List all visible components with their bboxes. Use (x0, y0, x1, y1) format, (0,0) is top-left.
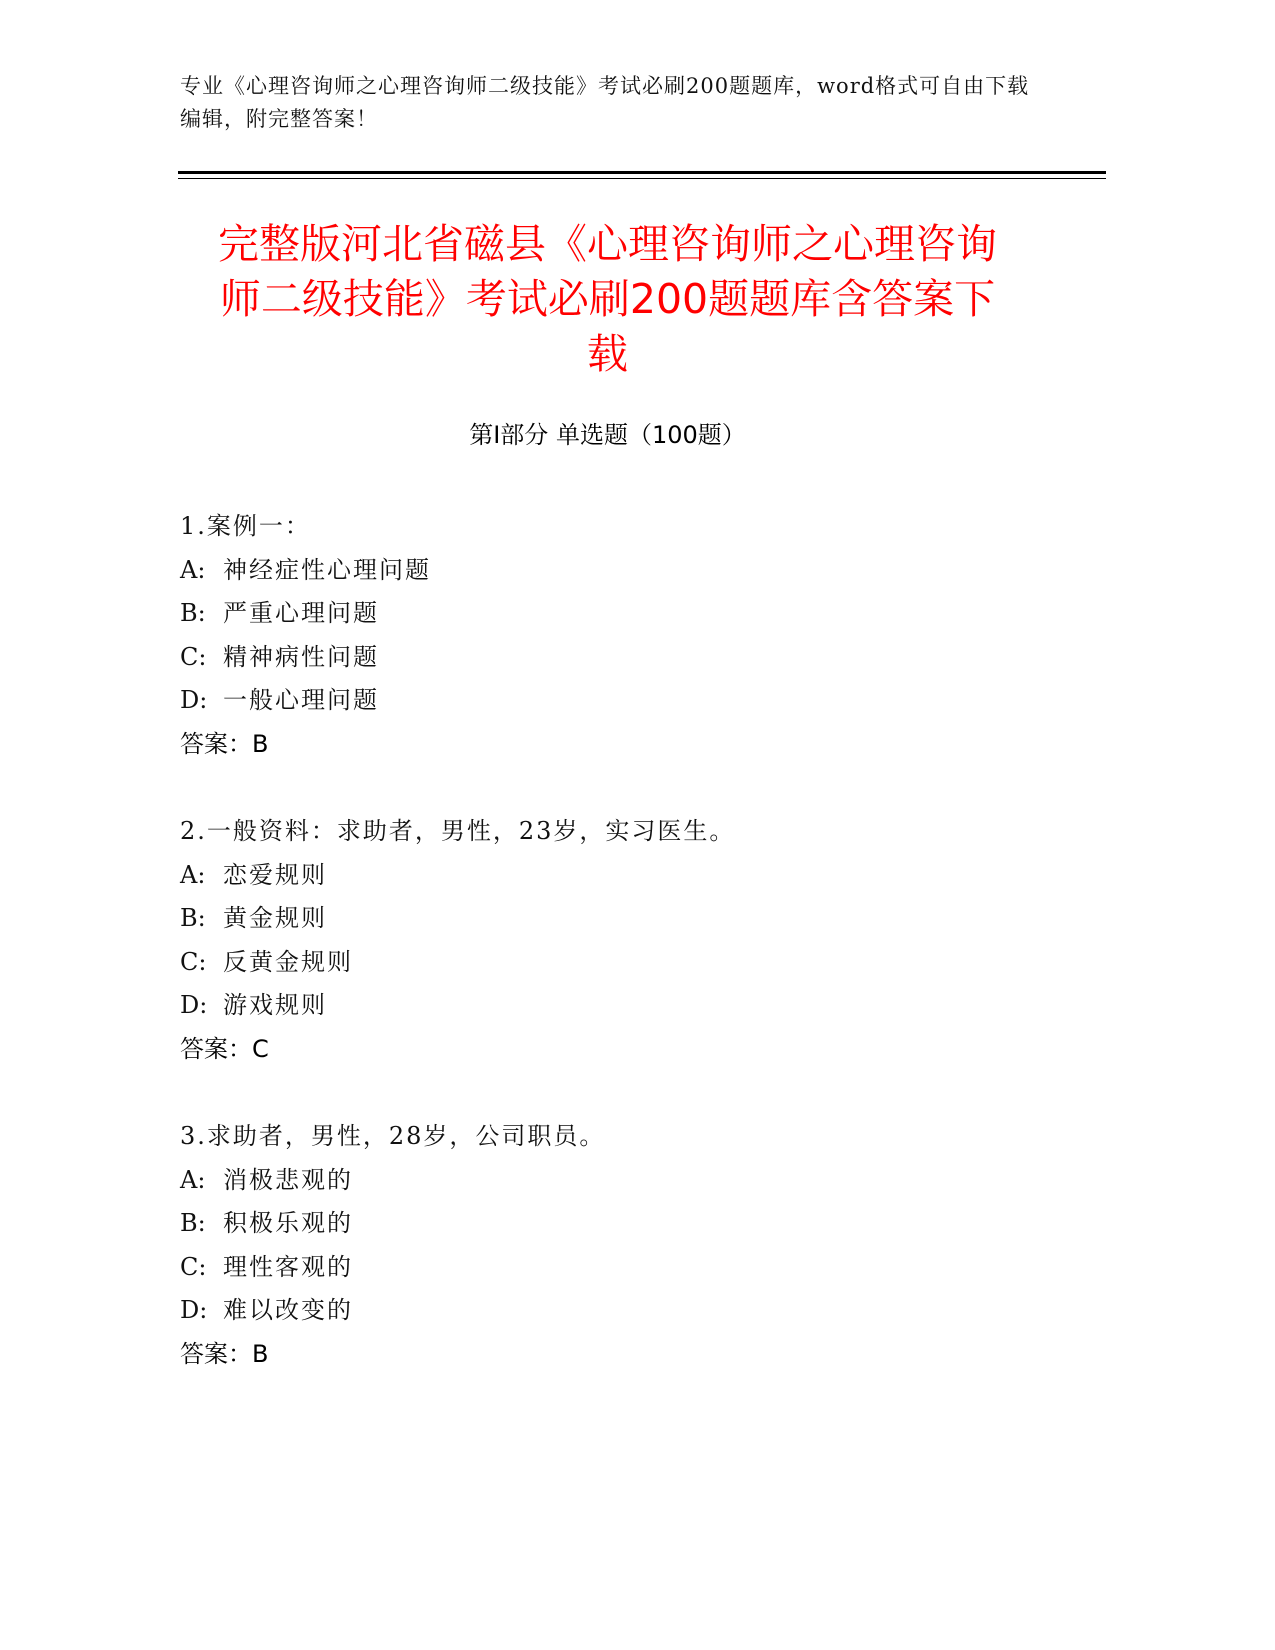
question-block (180, 810, 1040, 1071)
question-option (180, 984, 1040, 1028)
answer-prefix: 答案： (180, 729, 252, 758)
question-stem: 3.求助者，男性，28岁，公司职员。 (180, 1122, 606, 1150)
question-option (180, 549, 1040, 593)
option-text: 严重心理问题 (223, 599, 379, 627)
question-stem: 2.一般资料：求助者，男性，23岁，实习医生。 (180, 817, 736, 845)
question-answer (180, 723, 1040, 767)
option-text: 消极悲观的 (223, 1165, 353, 1194)
answer-value: C (252, 1034, 269, 1063)
option-label: D: (180, 1296, 208, 1324)
option-text: 难以改变的 (223, 1296, 353, 1324)
question-option (180, 1289, 1040, 1333)
header-divider-thick (178, 171, 1106, 174)
option-text: 积极乐观的 (223, 1209, 353, 1237)
option-label: A: (180, 555, 206, 584)
question-option (180, 897, 1040, 941)
document-title-line: 载 (587, 330, 628, 378)
option-label: D: (180, 686, 208, 714)
question-stem: 1.案例一： (180, 512, 311, 540)
question-option (180, 1159, 1040, 1203)
option-text: 一般心理问题 (223, 686, 379, 714)
question-block (180, 1115, 1040, 1376)
option-text: 反黄金规则 (223, 947, 353, 976)
option-label: A: (180, 860, 206, 889)
option-text: 神经症性心理问题 (223, 555, 431, 584)
section-title: 第Ⅰ部分 单选题（100题） (469, 421, 746, 449)
question-option (180, 1202, 1040, 1246)
option-label: C: (180, 1252, 207, 1281)
option-text: 精神病性问题 (223, 642, 379, 671)
option-label: C: (180, 642, 207, 671)
document-title (180, 217, 1035, 382)
question-answer (180, 1028, 1040, 1072)
question-option (180, 592, 1040, 636)
answer-value: B (252, 729, 269, 758)
question-option (180, 679, 1040, 723)
header-divider-thin (178, 178, 1106, 179)
option-label: D: (180, 991, 208, 1019)
document-title-line: 师二级技能》考试必刷200题题库含答案下 (219, 275, 996, 323)
option-text: 游戏规则 (223, 991, 327, 1019)
answer-prefix: 答案： (180, 1034, 252, 1063)
answer-prefix: 答案： (180, 1339, 252, 1368)
option-text: 黄金规则 (223, 904, 327, 932)
question-option (180, 941, 1040, 985)
question-option (180, 636, 1040, 680)
option-label: C: (180, 947, 207, 976)
option-text: 理性客观的 (223, 1252, 353, 1281)
option-text: 恋爱规则 (223, 860, 327, 889)
option-label: B: (180, 904, 206, 932)
question-option (180, 1246, 1040, 1290)
option-label: A: (180, 1165, 206, 1194)
question-answer (180, 1333, 1040, 1377)
option-label: B: (180, 599, 206, 627)
document-header-note: 专业《心理咨询师之心理咨询师二级技能》考试必刷200题题库，word格式可自由下载编辑，附完整答案！ (180, 74, 1030, 131)
document-title-line: 完整版河北省磁县《心理咨询师之心理咨询 (218, 220, 997, 268)
option-label: B: (180, 1209, 206, 1237)
question-option (180, 854, 1040, 898)
answer-value: B (252, 1339, 269, 1368)
question-block (180, 505, 1040, 766)
